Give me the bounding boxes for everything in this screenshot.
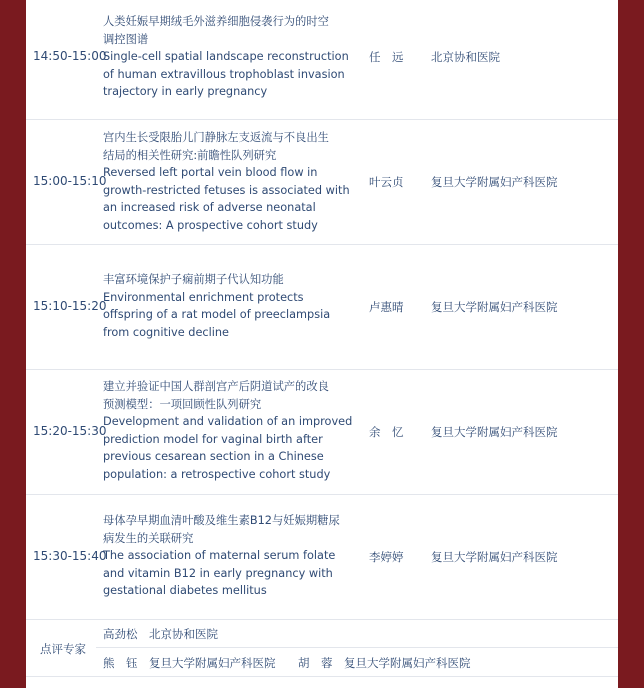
title-line: trajectory in early pregnancy bbox=[103, 85, 268, 98]
session-time: 15:10-15:20 bbox=[33, 299, 107, 313]
title-line: 丰富环境保护子痫前期子代认知功能 bbox=[103, 273, 284, 286]
title-line: of human extravillous trophoblast invasion bbox=[103, 67, 345, 81]
title-line: The association of maternal serum folate bbox=[103, 549, 336, 562]
session-title bbox=[103, 129, 350, 234]
table-row bbox=[26, 119, 618, 245]
title-line: 宫内生长受限胎儿门静脉左支返流与不良出生 bbox=[103, 131, 329, 144]
title-line: gestational diabetes mellitus bbox=[103, 584, 267, 597]
review-line-2 bbox=[103, 655, 471, 671]
table-row bbox=[26, 244, 618, 370]
title-line: from cognitive decline bbox=[103, 325, 229, 339]
expert-org: 北京协和医院 bbox=[149, 627, 218, 641]
table-row bbox=[26, 0, 618, 120]
session-time: 15:00-15:10 bbox=[33, 174, 107, 188]
divider bbox=[96, 647, 618, 648]
table-row bbox=[26, 369, 618, 495]
title-line: prediction model for vaginal birth after bbox=[103, 432, 323, 446]
speaker-org: 复旦大学附属妇产科医院 bbox=[431, 175, 558, 189]
speaker-org: 复旦大学附属妇产科医院 bbox=[431, 300, 558, 314]
expert-org: 复旦大学附属妇产科医院 bbox=[149, 656, 276, 670]
title-line: previous cesarean section in a Chinese bbox=[103, 450, 324, 463]
review-label: 点评专家 bbox=[40, 642, 86, 656]
speaker-org: 北京协和医院 bbox=[431, 50, 500, 64]
session-title bbox=[103, 378, 353, 483]
title-line: Environmental enrichment protects bbox=[103, 290, 304, 304]
speaker-name: 叶云贞 bbox=[369, 175, 404, 189]
expert-name: 胡 蓉 bbox=[298, 656, 333, 670]
expert-name: 熊 钰 bbox=[103, 656, 138, 670]
review-line-1 bbox=[103, 626, 218, 642]
title-line: an increased risk of adverse neonatal bbox=[103, 201, 316, 214]
speaker-org: 复旦大学附属妇产科医院 bbox=[431, 425, 558, 439]
title-line: population: a retrospective cohort study bbox=[103, 467, 331, 481]
title-line: 调控图谱 bbox=[103, 32, 149, 46]
schedule-page bbox=[26, 0, 618, 688]
title-line: 建立并验证中国人群剖宫产后阴道试产的改良 bbox=[103, 380, 329, 393]
title-line: 母体孕早期血清叶酸及维生素B12与妊娠期糖尿 bbox=[103, 514, 340, 527]
speaker-name: 卢惠晴 bbox=[369, 300, 404, 314]
speaker-org: 复旦大学附属妇产科医院 bbox=[431, 550, 558, 564]
title-line: 预测模型：一项回顾性队列研究 bbox=[103, 397, 262, 411]
session-time: 15:30-15:40 bbox=[33, 549, 107, 563]
title-line: 病发生的关联研究 bbox=[103, 531, 194, 545]
title-line: Single-cell spatial landscape reconstruction bbox=[103, 50, 349, 63]
session-title bbox=[103, 13, 347, 101]
title-line: 人类妊娠早期绒毛外滋养细胞侵袭行为的时空 bbox=[103, 15, 329, 28]
speaker-name: 余 忆 bbox=[369, 425, 404, 439]
title-line: 结局的相关性研究:前瞻性队列研究 bbox=[103, 148, 277, 162]
title-line: Development and validation of an improved bbox=[103, 415, 353, 428]
title-line: Reversed left portal vein blood flow in bbox=[103, 166, 318, 179]
session-title bbox=[103, 271, 347, 341]
title-line: offspring of a rat model of preeclampsia bbox=[103, 308, 331, 321]
speaker-name: 任 远 bbox=[369, 50, 404, 64]
title-line: outcomes: A prospective cohort study bbox=[103, 218, 318, 232]
divider bbox=[26, 676, 618, 677]
session-time: 15:20-15:30 bbox=[33, 424, 107, 438]
expert-org: 复旦大学附属妇产科医院 bbox=[344, 656, 471, 670]
table-row bbox=[26, 494, 618, 620]
session-title bbox=[103, 512, 347, 600]
session-time: 14:50-15:00 bbox=[33, 49, 107, 63]
expert-name: 高劲松 bbox=[103, 627, 138, 641]
title-line: growth-restricted fetuses is associated with bbox=[103, 183, 350, 197]
title-line: and vitamin B12 in early pregnancy with bbox=[103, 566, 333, 580]
speaker-name: 李婷婷 bbox=[369, 550, 404, 564]
